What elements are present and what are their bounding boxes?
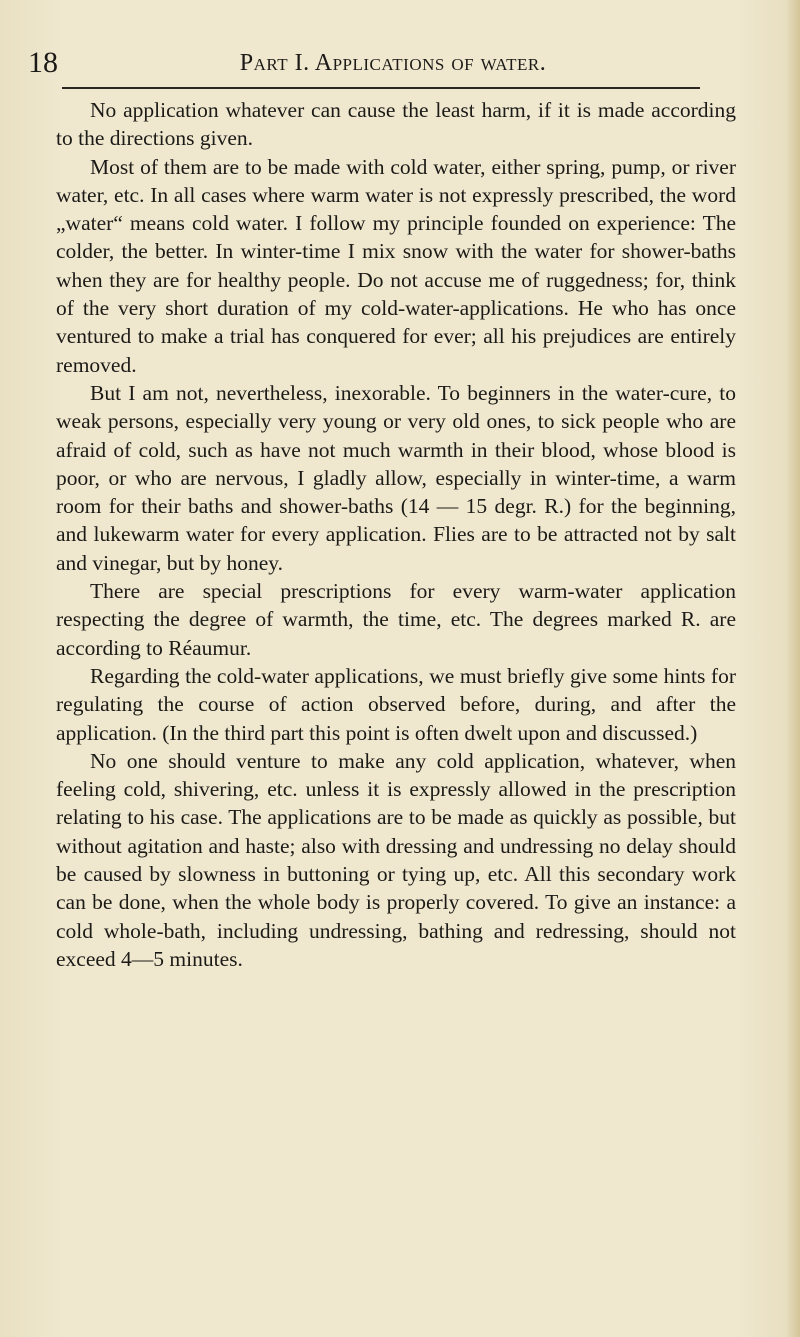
paragraph-5: Regarding the cold-water applications, we must briefly give some hints for regulating the course of action observed before, during, and after the application. (In the third part this point is often dwelt upon and discussed.) bbox=[56, 663, 736, 745]
body-text bbox=[56, 96, 736, 973]
paragraph-3: But I am not, nevertheless, inexorable. To beginners in the water-cure, to weak persons, especially very young or very old ones, to sick people who are afraid of cold, such as have not much warmth in their blood, whose blood is poor, or who are nervous, I gladly allow, especially in winter-time, a warm room for their baths and shower-baths (14 — 15 degr. R.) for the beginning, and lukewarm water for every application. Flies are to be attracted not by salt and vinegar, but by honey. bbox=[56, 380, 736, 575]
page-edge-shadow bbox=[786, 0, 800, 1337]
paragraph-6: No one should venture to make any cold application, whatever, when feeling cold, shivering, etc. unless it is expressly allowed in the prescription relating to his case. The applications are to be made as quickly as possible, but without agitation and haste; also with dressing and undressing no delay should be caused by slowness in buttoning or tying up, etc. All this secondary work can be done, when the whole body is properly covered. To give an instance: a cold whole-bath, including undressing, bathing and redressing, should not exceed 4—5 minutes. bbox=[56, 748, 736, 971]
header-rule bbox=[62, 87, 700, 89]
running-head: Part I. Applications of water. bbox=[239, 50, 547, 76]
page-number: 18 bbox=[28, 46, 58, 79]
paragraph-1: No application whatever can cause the least harm, if it is made according to the directions given. bbox=[56, 98, 736, 151]
paragraph-2: Most of them are to be made with cold water, either spring, pump, or river water, etc. In all cases where warm water is not expressly prescribed, the word „water“ means cold water. I follow my principle founded on experience: The colder, the better. In winter-time I mix snow with the water for shower-baths when they are for healthy people. Do not accuse me of ruggedness; for, think of the very short duration of my cold-water-applications. He who has once ventured to make a trial has conquered for ever; all his prejudices are entirely removed. bbox=[56, 154, 736, 377]
paragraph-4: There are special prescriptions for every warm-water application respecting the degree of warmth, the time, etc. The degrees marked R. are according to Réaumur. bbox=[56, 579, 736, 660]
page-header bbox=[28, 34, 758, 82]
